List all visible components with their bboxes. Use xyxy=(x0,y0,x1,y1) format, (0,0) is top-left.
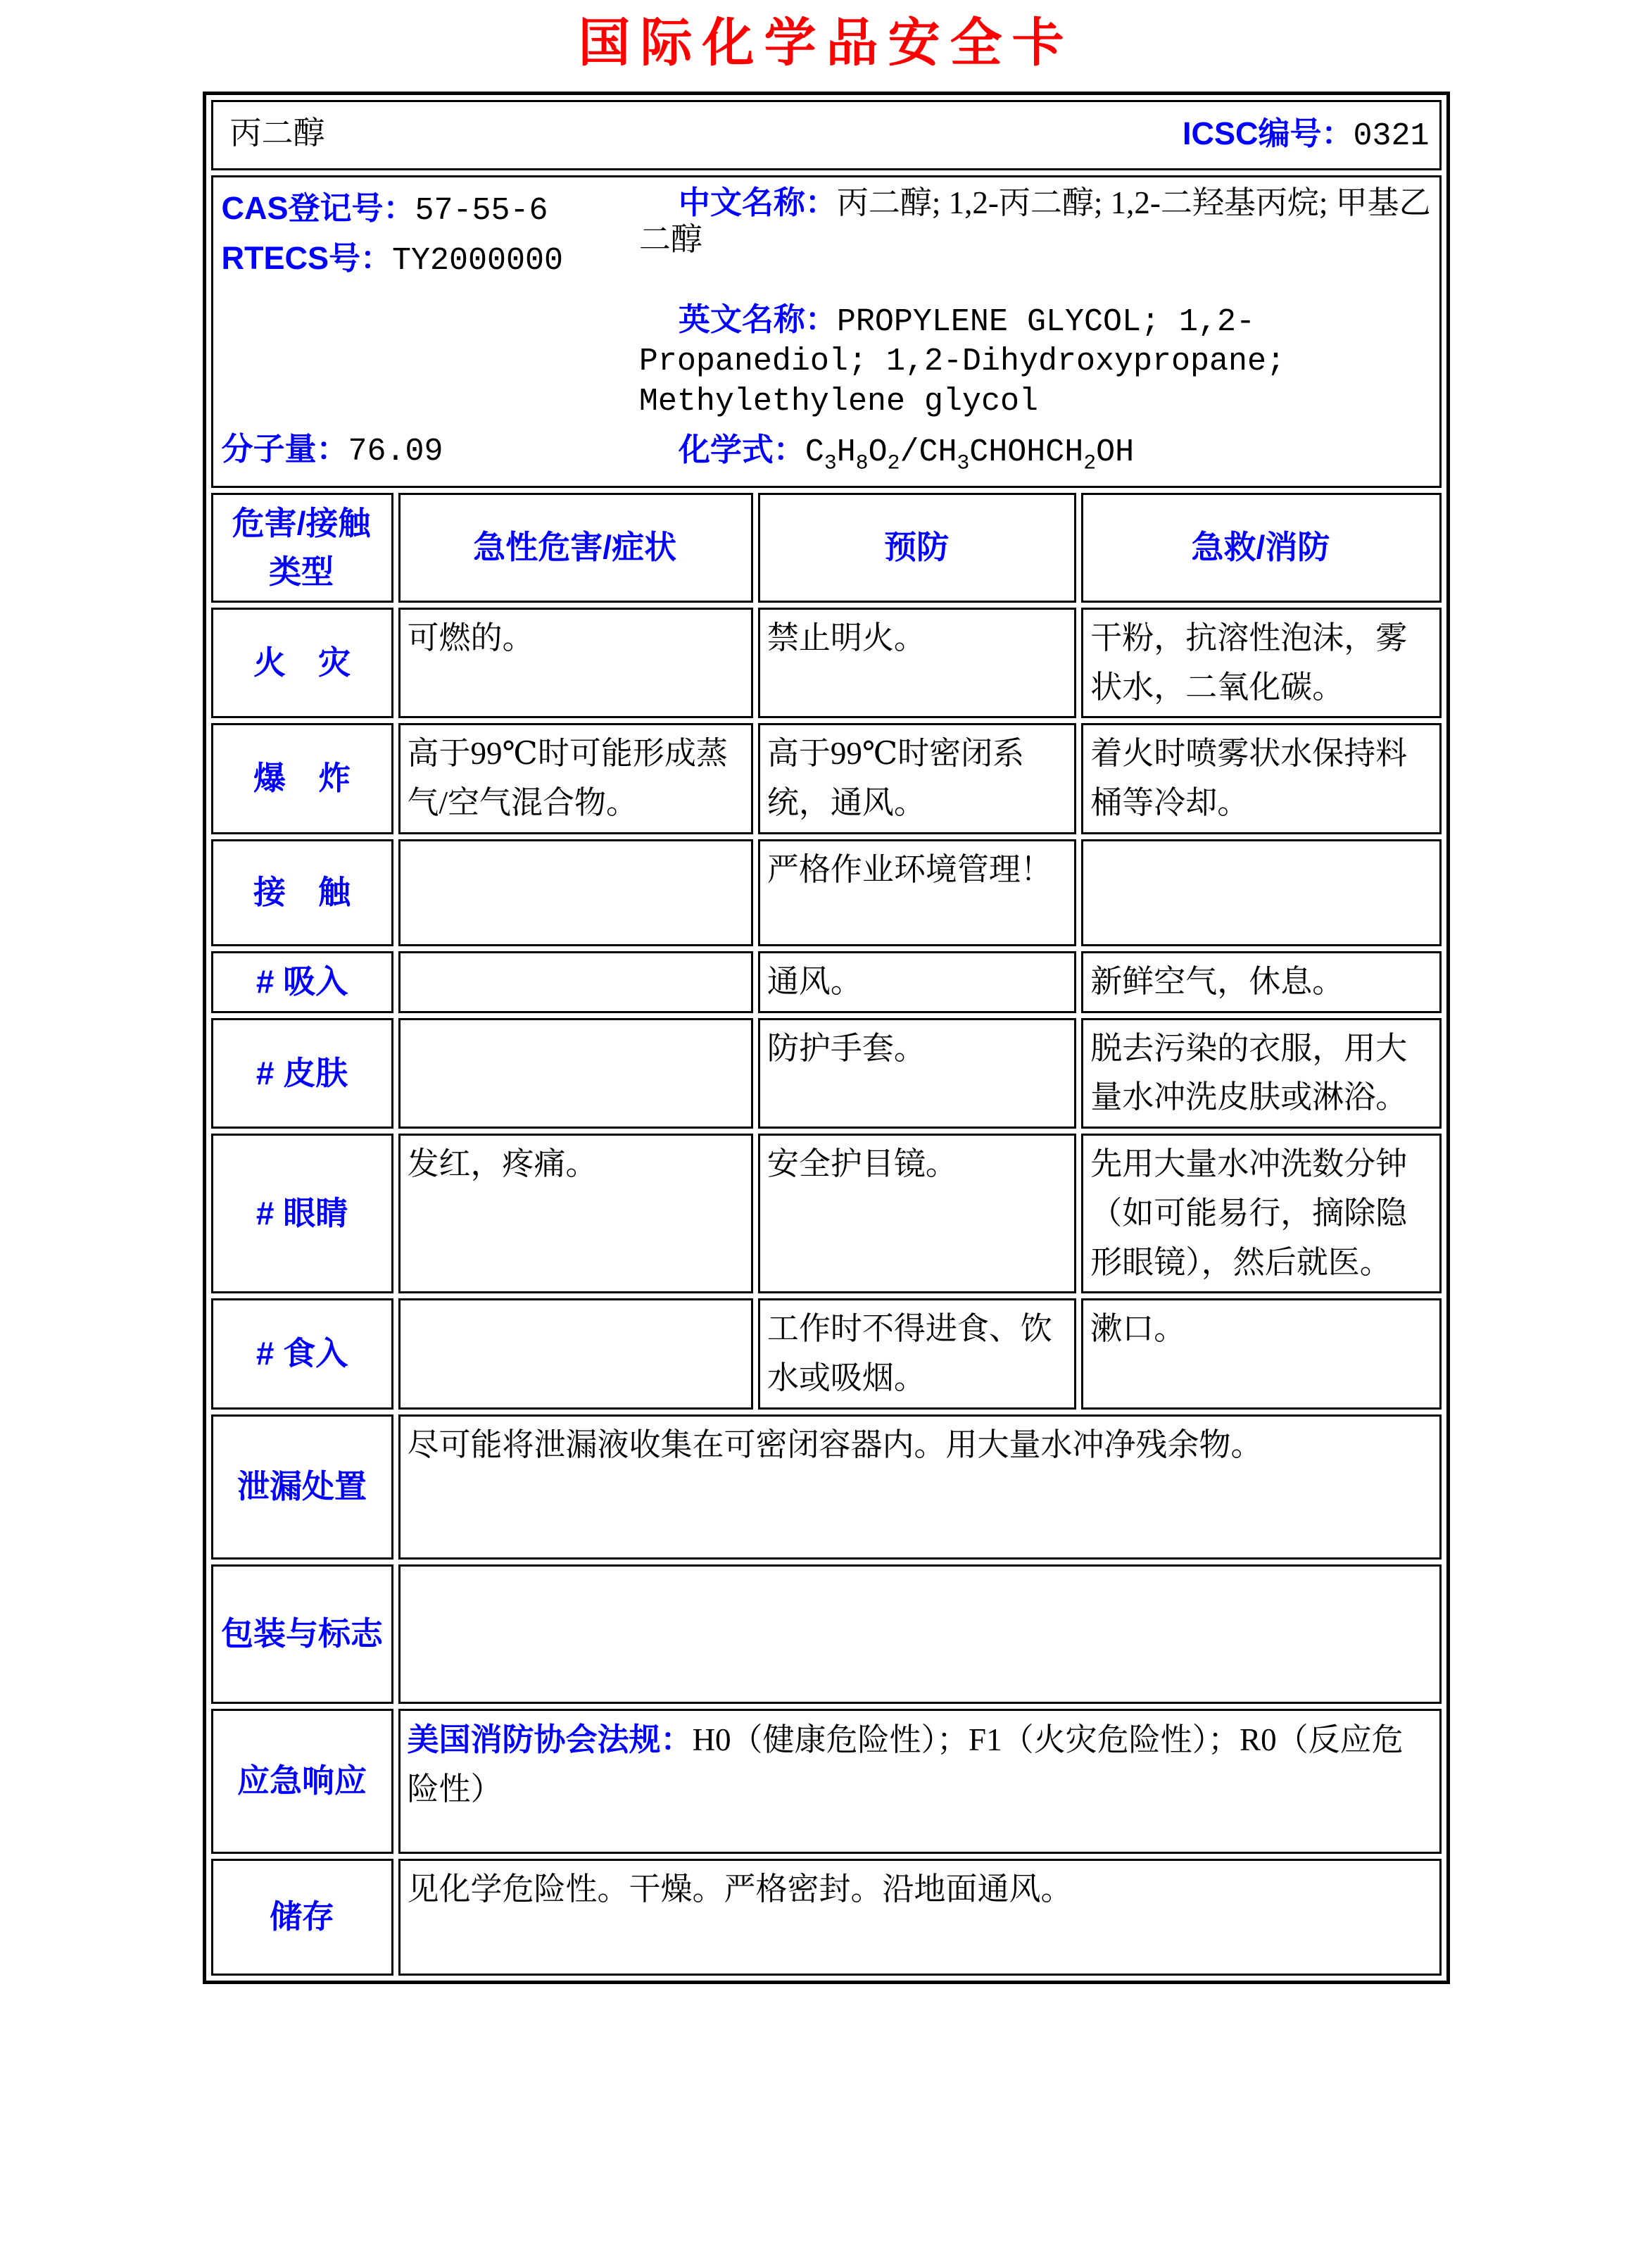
storage-cell: 见化学危险性。干燥。严格密封。沿地面通风。 xyxy=(398,1859,1442,1976)
substance-name: 丙二醇 xyxy=(229,115,325,151)
eyes-symptoms-cell: 发红，疼痛。 xyxy=(398,1134,753,1293)
hazard-table-header-row xyxy=(211,493,1442,603)
identifiers-left-column xyxy=(222,184,639,476)
icsc-number-label: ICSC编号： xyxy=(1182,115,1354,151)
row-label-storage: 储存 xyxy=(211,1859,393,1976)
table-row-exposure xyxy=(211,839,1442,946)
fire-firstaid-cell: 干粉，抗溶性泡沫，雾状水，二氧化碳。 xyxy=(1081,608,1441,719)
molecular-weight-line xyxy=(222,425,639,476)
row-label-fire: 火 灾 xyxy=(211,608,393,719)
card-header-cell xyxy=(211,100,1442,170)
row-label-spillage-disposal: 泄漏处置 xyxy=(211,1414,393,1560)
inhalation-prevention-cell: 通风。 xyxy=(758,951,1076,1013)
exposure-prevention-cell: 严格作业环境管理！ xyxy=(758,839,1076,946)
nfpa-code-label: 美国消防协会法规： xyxy=(407,1721,693,1757)
skin-prevention-cell: 防护手套。 xyxy=(758,1018,1076,1129)
ingestion-symptoms-cell xyxy=(398,1298,753,1410)
column-header-hazard-type-line2: 类型 xyxy=(269,553,334,590)
emergency-response-cell xyxy=(398,1709,1442,1854)
table-row-explosion xyxy=(211,723,1442,834)
table-row-emergency-response xyxy=(211,1709,1442,1854)
english-name-value: PROPYLENE GLYCOL; 1,2-Propanediol; 1,2-Dihydroxypropane; Methylethylene glycol xyxy=(638,304,1286,420)
molecular-weight-label: 分子量： xyxy=(221,431,348,468)
fire-prevention-cell: 禁止明火。 xyxy=(758,608,1076,719)
fire-symptoms-cell: 可燃的。 xyxy=(398,608,753,719)
chinese-name-value: 丙二醇; 1,2-丙二醇; 1,2-二羟基丙烷; 甲基乙二醇 xyxy=(638,184,1431,257)
cas-number-line xyxy=(222,184,639,235)
table-row-spillage-disposal xyxy=(211,1414,1442,1560)
row-label-exposure: 接 触 xyxy=(211,839,393,946)
packaging-labelling-cell xyxy=(398,1564,1442,1704)
column-header-hazard-type xyxy=(211,493,393,603)
table-row-skin xyxy=(211,1018,1442,1129)
nfpa-code-value: H0（健康危险性）；F1（火灾危险性）；R0（反应危险性） xyxy=(407,1721,1404,1807)
chinese-name-line xyxy=(639,184,1432,258)
exposure-symptoms-cell xyxy=(398,839,753,946)
explosion-symptoms-cell: 高于99℃时可能形成蒸气/空气混合物。 xyxy=(398,723,753,834)
row-label-eyes: # 眼睛 xyxy=(211,1134,393,1293)
chemical-formula-label: 化学式： xyxy=(678,431,805,468)
identifiers-row xyxy=(211,175,1442,488)
inhalation-firstaid-cell: 新鲜空气，休息。 xyxy=(1081,951,1441,1013)
formula-value: $C_3H_8O_2/CH_3CHOHCH_2OH$ xyxy=(805,434,1135,475)
skin-firstaid-cell: 脱去污染的衣服，用大量水冲洗皮肤或淋浴。 xyxy=(1081,1018,1441,1129)
exposure-firstaid-cell xyxy=(1081,839,1441,946)
explosion-prevention-cell: 高于99℃时密闭系统，通风。 xyxy=(758,723,1076,834)
inhalation-symptoms-cell xyxy=(398,951,753,1013)
column-header-symptoms: 急性危害/症状 xyxy=(398,493,753,603)
page-title: 国际化学品安全卡 xyxy=(578,13,1074,73)
chemical-formula-line xyxy=(639,431,1432,476)
skin-symptoms-cell xyxy=(398,1018,753,1129)
row-label-skin: # 皮肤 xyxy=(211,1018,393,1129)
icsc-number-value: 0321 xyxy=(1353,118,1430,154)
spillage-disposal-cell: 尽可能将泄漏液收集在可密闭容器内。用大量水冲净残余物。 xyxy=(398,1414,1442,1560)
molecular-weight-value: 76.09 xyxy=(348,434,443,470)
table-row-inhalation xyxy=(211,951,1442,1013)
rtecs-number-value: TY2000000 xyxy=(392,243,564,280)
rtecs-number-line xyxy=(222,234,639,285)
cas-number-value: 57-55-6 xyxy=(415,192,548,229)
column-header-prevention: 预防 xyxy=(758,493,1076,603)
cas-number-label: CAS登记号： xyxy=(221,189,415,226)
identifiers-right-column xyxy=(639,184,1432,476)
row-label-explosion: 爆 炸 xyxy=(211,723,393,834)
english-name-line xyxy=(639,301,1432,420)
identifiers-cell xyxy=(211,175,1442,488)
ingestion-firstaid-cell: 漱口。 xyxy=(1081,1298,1441,1410)
row-label-emergency-response: 应急响应 xyxy=(211,1709,393,1854)
column-header-hazard-type-line1: 危害/接触 xyxy=(232,504,371,541)
eyes-prevention-cell: 安全护目镜。 xyxy=(758,1134,1076,1293)
english-name-label: 英文名称： xyxy=(678,301,837,338)
icsc-card-table xyxy=(203,92,1450,1984)
explosion-firstaid-cell: 着火时喷雾状水保持料桶等冷却。 xyxy=(1081,723,1441,834)
table-row-packaging-labelling xyxy=(211,1564,1442,1704)
card-header-row xyxy=(211,100,1442,170)
ingestion-prevention-cell: 工作时不得进食、饮水或吸烟。 xyxy=(758,1298,1076,1410)
table-row-storage xyxy=(211,1859,1442,1976)
row-label-packaging-labelling: 包装与标志 xyxy=(211,1564,393,1704)
chinese-name-label: 中文名称： xyxy=(678,184,837,220)
row-label-inhalation: # 吸入 xyxy=(211,951,393,1013)
table-row-ingestion xyxy=(211,1298,1442,1410)
row-label-ingestion: # 食入 xyxy=(211,1298,393,1410)
table-row-fire xyxy=(211,608,1442,719)
icsc-number-group xyxy=(1183,109,1430,161)
column-header-firstaid: 急救/消防 xyxy=(1081,493,1441,603)
table-row-eyes xyxy=(211,1134,1442,1293)
eyes-firstaid-cell: 先用大量水冲洗数分钟（如可能易行，摘除隐形眼镜），然后就医。 xyxy=(1081,1134,1441,1293)
rtecs-number-label: RTECS号： xyxy=(221,240,393,277)
